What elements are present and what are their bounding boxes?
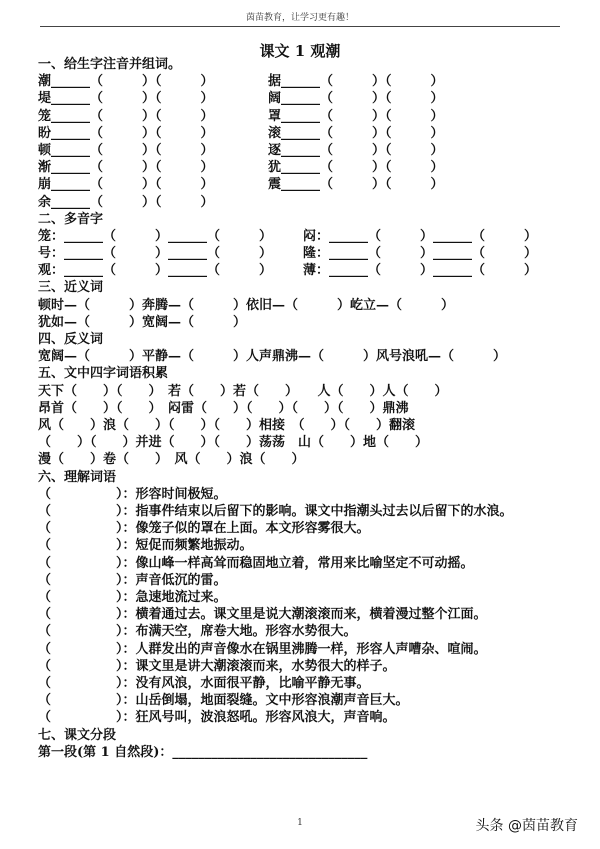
s6-item	[38, 486, 568, 503]
term-blank: （ ）	[38, 521, 123, 537]
term-blank: （ ）	[38, 589, 123, 605]
s5-line: （ ）（ ）并进（ ）（ ）荡荡 山（ ）地（ ）	[38, 435, 429, 451]
s7-line: 第一段(第 1 自然段)：______________________________	[38, 744, 368, 760]
s1-row	[38, 108, 568, 125]
term-blank: （ ）	[38, 538, 123, 554]
term-definition: ：人群发出的声音像水在锅里沸腾一样，形容人声嘈杂、喧闹。	[122, 641, 487, 657]
s5-line: 昂首（ ）（ ） 闷雷（ ）（ ）（ ）（ ）鼎沸	[38, 400, 409, 416]
s6-item	[38, 623, 568, 640]
s1-cell: 余______（ ）（ ）	[38, 194, 214, 210]
term-definition: ：像笼子似的罩在上面。本文形容雾很大。	[122, 521, 370, 537]
s6-item	[38, 606, 568, 623]
s1-cell: 盼______（ ）（ ）	[38, 125, 214, 141]
term-blank: （ ）	[38, 710, 123, 726]
s2-row	[38, 262, 568, 279]
header-rule	[40, 26, 560, 27]
section-2-heading: 二、多音字	[38, 211, 104, 227]
s2-cell: 观：______（ ）______（ ）	[38, 263, 273, 279]
section-4-heading: 四、反义词	[38, 332, 104, 347]
s6-item	[38, 555, 568, 572]
section-6-heading: 六、理解词语	[38, 469, 117, 485]
s6-item	[38, 658, 568, 675]
s1-cell: 顿______（ ）（ ）	[38, 142, 214, 158]
s1-row	[38, 176, 568, 193]
section-3-heading: 三、近义词	[38, 280, 104, 296]
s1-cell: 逐______（ ）（ ）	[268, 142, 444, 158]
term-definition: ：声音低沉的雷。	[122, 572, 227, 588]
term-definition: ：指事件结束以后留下的影响。课文中指潮头过去以后留下的水浪。	[122, 503, 513, 519]
s1-row	[38, 73, 568, 90]
term-definition: ：短促而频繁地振动。	[122, 538, 253, 554]
term-definition: ：布满天空，席卷大地。形容水势很大。	[122, 624, 357, 640]
page-title: 课文 1 观潮	[259, 42, 341, 60]
s1-cell: 滚______（ ）（ ）	[268, 125, 444, 141]
s6-item	[38, 589, 568, 606]
watermark: 头条 @茵苗教育	[475, 818, 578, 834]
s6-item	[38, 537, 568, 554]
s1-cell: 潮______（ ）（ ）	[38, 74, 214, 90]
s6-item	[38, 709, 568, 726]
s1-row	[38, 194, 568, 211]
s3-line: 顿时—（ ）奔腾—（ ）依旧—（ ）屹立—（ ）	[38, 297, 455, 313]
s4-line: 宽阔—（ ）平静—（ ）人声鼎沸—（ ）风号浪吼—（ ）	[38, 349, 507, 365]
s2-cell: 薄：______（ ）______（ ）	[303, 263, 538, 279]
s6-item	[38, 692, 568, 709]
page-number: 1	[297, 818, 303, 828]
s1-cell: 笼______（ ）（ ）	[38, 108, 214, 124]
page-header: 茵苗教育，让学习更有趣！	[245, 13, 354, 23]
s1-cell: 犹______（ ）（ ）	[268, 160, 444, 176]
s1-row	[38, 142, 568, 159]
s1-row	[38, 125, 568, 142]
term-blank: （ ）	[38, 693, 123, 709]
term-blank: （ ）	[38, 675, 123, 691]
s6-item	[38, 641, 568, 658]
term-blank: （ ）	[38, 624, 123, 640]
s6-item	[38, 675, 568, 692]
term-definition: ：像山峰一样高耸而稳固地立着，常用来比喻坚定不可动摇。	[122, 555, 474, 571]
s5-line: 漫（ ）卷（ ） 风（ ）浪（ ）	[38, 452, 305, 468]
s1-row	[38, 159, 568, 176]
s2-cell: 隆：______（ ）______（ ）	[303, 246, 538, 262]
s2-row	[38, 245, 568, 262]
term-definition: ：横着通过去。课文里是说大潮滚滚而来，横着漫过整个江面。	[122, 607, 487, 623]
s1-cell: 崩______（ ）（ ）	[38, 177, 214, 193]
term-definition: ：急速地流过来。	[122, 589, 227, 605]
s6-item	[38, 520, 568, 537]
s1-cell: 罩______（ ）（ ）	[268, 108, 444, 124]
section-1-heading: 一、给生字注音并组词。	[38, 57, 182, 72]
s2-cell: 号：______（ ）______（ ）	[38, 246, 273, 262]
s1-cell: 堤______（ ）（ ）	[38, 91, 214, 107]
term-blank: （ ）	[38, 555, 123, 571]
term-definition: ：没有风浪，水面很平静，比喻平静无事。	[122, 675, 370, 691]
term-definition: ：山岳倒塌，地面裂缝。文中形容浪潮声音巨大。	[122, 693, 409, 709]
s2-row	[38, 228, 568, 245]
term-definition: ：课文里是讲大潮滚滚而来，水势很大的样子。	[122, 658, 396, 674]
term-blank: （ ）	[38, 572, 123, 588]
term-blank: （ ）	[38, 486, 123, 502]
s5-line: 天下（ ）（ ） 若（ ）若（ ） 人（ ）人（ ）	[38, 383, 448, 399]
s1-cell: 阔______（ ）（ ）	[268, 91, 444, 107]
s3-line: 犹如—（ ）宽阔—（ ）	[38, 314, 247, 330]
term-blank: （ ）	[38, 503, 123, 519]
s2-cell: 闷：______（ ）______（ ）	[303, 228, 538, 244]
s5-line: 风（ ）浪（ ）（ ）（ ）相接 （ ）（ ）翻滚	[38, 417, 416, 433]
term-definition: ：形容时间极短。	[122, 486, 227, 502]
term-definition: ：狂风号叫，波浪怒吼。形容风浪大，声音响。	[122, 710, 396, 726]
s6-item	[38, 503, 568, 520]
term-blank: （ ）	[38, 658, 123, 674]
s1-cell: 据______（ ）（ ）	[268, 74, 444, 90]
worksheet-content	[38, 56, 568, 761]
s1-cell: 震______（ ）（ ）	[268, 177, 444, 193]
section-5-heading: 五、文中四字词语积累	[38, 366, 169, 382]
term-blank: （ ）	[38, 607, 123, 623]
s1-cell: 渐______（ ）（ ）	[38, 160, 214, 176]
term-blank: （ ）	[38, 641, 123, 657]
section-7-heading: 七、课文分段	[38, 727, 117, 743]
s1-row	[38, 90, 568, 107]
s2-cell: 笼：______（ ）______（ ）	[38, 228, 273, 244]
s6-item	[38, 572, 568, 589]
